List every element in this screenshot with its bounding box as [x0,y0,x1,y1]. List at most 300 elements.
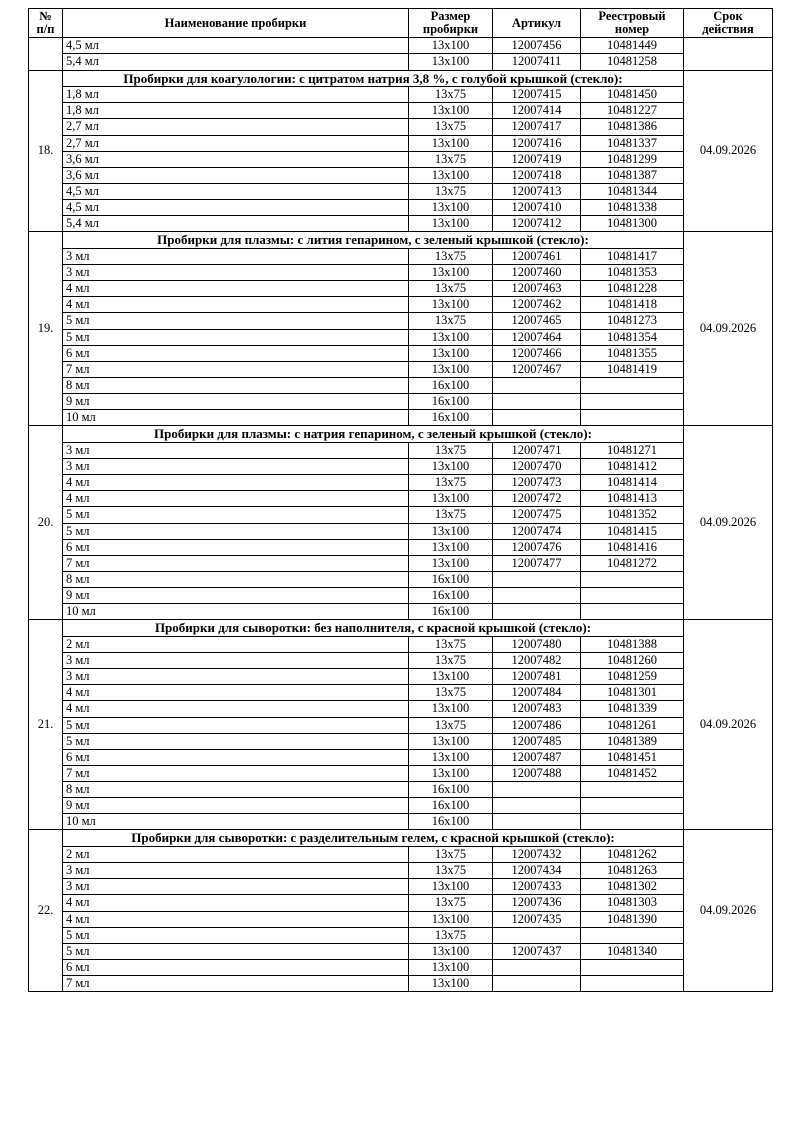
cell-article [493,976,581,992]
cell-article: 12007432 [493,847,581,863]
cell-registry-number: 10481449 [581,38,684,54]
cell-tube-size: 13x100 [409,265,493,281]
cell-tube-size: 13x75 [409,281,493,297]
cell-tube-name: 3 мл [63,459,409,475]
cell-tube-size: 13x100 [409,216,493,232]
table-row [29,38,773,54]
cell-article [493,604,581,620]
section-number: 20. [29,426,63,620]
cell-article: 12007460 [493,265,581,281]
cell-article: 12007412 [493,216,581,232]
cell-registry-number: 10481258 [581,54,684,70]
cell-article: 12007484 [493,685,581,701]
cell-article [493,410,581,426]
cell-article [493,394,581,410]
cell-tube-size: 13x100 [409,976,493,992]
cell-article: 12007435 [493,911,581,927]
cell-registry-number: 10481413 [581,491,684,507]
cell-article: 12007416 [493,135,581,151]
cell-tube-size: 13x100 [409,749,493,765]
cell-article: 12007411 [493,54,581,70]
section-title: Пробирки для сыворотки: с разделительным гелем, с красной крышкой (стекло): [63,830,684,847]
table-section-header-row [29,426,773,443]
table-row [29,765,773,781]
cell-tube-name: 3 мл [63,863,409,879]
cell-registry-number: 10481340 [581,943,684,959]
cell-article: 12007461 [493,248,581,264]
cell-article [493,814,581,830]
cell-registry-number: 10481262 [581,847,684,863]
column-header-name: Наименование пробирки [63,9,409,38]
table-row [29,313,773,329]
cell-tube-size: 13x75 [409,119,493,135]
cell-article [493,798,581,814]
table-row [29,329,773,345]
table-section-header-row [29,232,773,249]
cell-registry-number: 10481260 [581,653,684,669]
cell-registry-number: 10481352 [581,507,684,523]
table-row [29,863,773,879]
cell-tube-size: 16x100 [409,410,493,426]
cell-article: 12007434 [493,863,581,879]
cell-registry-number: 10481417 [581,248,684,264]
table-section-header-row [29,620,773,637]
cell-registry-number [581,798,684,814]
cell-tube-name: 9 мл [63,588,409,604]
cell-tube-size: 13x75 [409,183,493,199]
cell-registry-number: 10481273 [581,313,684,329]
cell-tube-name: 3 мл [63,879,409,895]
cell-tube-name: 7 мл [63,976,409,992]
cell-article: 12007462 [493,297,581,313]
cell-tube-name: 6 мл [63,345,409,361]
cell-tube-name: 9 мл [63,798,409,814]
cell-tube-name: 5 мл [63,733,409,749]
cell-registry-number: 10481272 [581,555,684,571]
table-row [29,459,773,475]
cell-article: 12007481 [493,669,581,685]
cell-tube-name: 2 мл [63,847,409,863]
table-row [29,297,773,313]
cell-tube-size: 13x75 [409,847,493,863]
section-term: 04.09.2026 [684,426,773,620]
cell-tube-name: 8 мл [63,571,409,587]
column-header-registry-line2: номер [614,22,650,37]
table-row [29,361,773,377]
cell-tube-size: 13x100 [409,765,493,781]
cell-tube-size: 13x75 [409,475,493,491]
cell-article: 12007476 [493,539,581,555]
cell-registry-number: 10481227 [581,103,684,119]
cell-tube-size: 16x100 [409,798,493,814]
cell-tube-size: 13x75 [409,151,493,167]
column-header-article: Артикул [493,9,581,38]
cell-tube-name: 5 мл [63,329,409,345]
cell-tube-size: 13x100 [409,539,493,555]
cell-registry-number: 10481386 [581,119,684,135]
cell-article [493,959,581,975]
cell-registry-number: 10481271 [581,442,684,458]
section-term: 04.09.2026 [684,232,773,426]
table-row [29,54,773,70]
cell-tube-name: 3 мл [63,669,409,685]
cell-article [493,782,581,798]
cell-tube-name: 4 мл [63,895,409,911]
table-row [29,135,773,151]
table-row [29,879,773,895]
section-number: 22. [29,830,63,992]
table-row [29,927,773,943]
cell-tube-name: 9 мл [63,394,409,410]
cell-tube-name: 3 мл [63,442,409,458]
cell-tube-name: 5,4 мл [63,216,409,232]
table-row [29,523,773,539]
section-number: 21. [29,620,63,830]
cell-registry-number: 10481299 [581,151,684,167]
table-row [29,782,773,798]
cell-tube-size: 16x100 [409,604,493,620]
cell-tube-name: 5 мл [63,717,409,733]
cell-tube-name: 10 мл [63,410,409,426]
cell-tube-size: 13x75 [409,685,493,701]
section-number: 18. [29,70,63,232]
table-section-header-row [29,70,773,87]
cell-article: 12007474 [493,523,581,539]
table-header [29,9,773,38]
cell-registry-number: 10481389 [581,733,684,749]
cell-registry-number: 10481353 [581,265,684,281]
cell-registry-number: 10481228 [581,281,684,297]
table-row [29,475,773,491]
table-row [29,377,773,393]
cell-tube-size: 13x75 [409,87,493,103]
cell-article: 12007480 [493,636,581,652]
table-row [29,653,773,669]
cell-tube-size: 13x100 [409,959,493,975]
cell-registry-number: 10481354 [581,329,684,345]
cell-tube-size: 13x100 [409,361,493,377]
cell-tube-size: 13x75 [409,895,493,911]
table-body [29,38,773,992]
cell-tube-size: 13x100 [409,54,493,70]
section-term: 04.09.2026 [684,70,773,232]
cell-tube-size: 13x75 [409,248,493,264]
table-section-header-row [29,830,773,847]
table-row [29,604,773,620]
table-row [29,895,773,911]
cell-registry-number: 10481301 [581,685,684,701]
cell-registry-number [581,571,684,587]
cell-tube-size: 13x100 [409,345,493,361]
table-row [29,394,773,410]
table-row [29,281,773,297]
table-row [29,847,773,863]
cell-registry-number: 10481303 [581,895,684,911]
cell-tube-name: 2,7 мл [63,135,409,151]
cell-tube-size: 13x100 [409,329,493,345]
cell-tube-name: 4 мл [63,685,409,701]
cell-article: 12007463 [493,281,581,297]
cell-tube-size: 13x100 [409,669,493,685]
cell-tube-name: 5 мл [63,943,409,959]
cell-article: 12007465 [493,313,581,329]
cell-tube-size: 16x100 [409,571,493,587]
cell-tube-name: 6 мл [63,749,409,765]
cell-article: 12007477 [493,555,581,571]
cell-tube-size: 13x100 [409,135,493,151]
cell-registry-number [581,394,684,410]
cell-registry-number: 10481388 [581,636,684,652]
section-title: Пробирки для плазмы: с лития гепарином, с зеленый крышкой (стекло): [63,232,684,249]
cell-registry-number: 10481412 [581,459,684,475]
cell-registry-number [581,927,684,943]
column-header-registry [581,9,684,38]
cell-article: 12007485 [493,733,581,749]
table-row [29,685,773,701]
cell-tube-name: 3 мл [63,265,409,281]
cell-article: 12007414 [493,103,581,119]
section-number: 19. [29,232,63,426]
cell-article: 12007433 [493,879,581,895]
cell-tube-name: 4 мл [63,297,409,313]
cell-registry-number: 10481337 [581,135,684,151]
cell-registry-number [581,814,684,830]
cell-article: 12007415 [493,87,581,103]
cell-registry-number: 10481451 [581,749,684,765]
cell-tube-size: 16x100 [409,588,493,604]
cell-article: 12007473 [493,475,581,491]
cell-registry-number: 10481416 [581,539,684,555]
cell-tube-size: 13x75 [409,717,493,733]
cell-tube-name: 2,7 мл [63,119,409,135]
column-header-term-line2: действия [702,22,754,37]
cell-registry-number: 10481414 [581,475,684,491]
cell-registry-number: 10481300 [581,216,684,232]
cell-article: 12007418 [493,167,581,183]
cell-article: 12007467 [493,361,581,377]
section-number [29,38,63,70]
cell-article: 12007413 [493,183,581,199]
table-row [29,588,773,604]
cell-tube-size: 13x100 [409,879,493,895]
cell-tube-size: 16x100 [409,394,493,410]
cell-tube-size: 16x100 [409,377,493,393]
table-row [29,183,773,199]
column-header-number-line1: № [39,9,52,23]
table-row [29,539,773,555]
column-header-number [29,9,63,38]
cell-tube-size: 13x100 [409,200,493,216]
cell-tube-name: 1,8 мл [63,87,409,103]
table-row [29,555,773,571]
section-term [684,38,773,70]
cell-tube-name: 2 мл [63,636,409,652]
table-header-row [29,9,773,38]
table-row [29,216,773,232]
cell-registry-number: 10481344 [581,183,684,199]
cell-registry-number: 10481418 [581,297,684,313]
table-row [29,959,773,975]
cell-article: 12007471 [493,442,581,458]
cell-tube-size: 13x100 [409,167,493,183]
cell-article: 12007483 [493,701,581,717]
cell-registry-number [581,588,684,604]
cell-article: 12007487 [493,749,581,765]
cell-registry-number: 10481338 [581,200,684,216]
cell-registry-number: 10481390 [581,911,684,927]
column-header-size-line1: Размер [430,9,471,23]
cell-article: 12007437 [493,943,581,959]
cell-tube-size: 13x100 [409,459,493,475]
cell-tube-name: 4,5 мл [63,200,409,216]
section-term: 04.09.2026 [684,620,773,830]
cell-tube-name: 4,5 мл [63,183,409,199]
cell-article: 12007464 [493,329,581,345]
cell-tube-name: 10 мл [63,604,409,620]
cell-article: 12007419 [493,151,581,167]
cell-article [493,571,581,587]
table-row [29,87,773,103]
cell-registry-number: 10481263 [581,863,684,879]
cell-tube-size: 13x75 [409,636,493,652]
cell-tube-name: 6 мл [63,539,409,555]
column-header-registry-line1: Реестровый [598,9,666,23]
cell-registry-number [581,410,684,426]
cell-tube-size: 13x75 [409,313,493,329]
cell-tube-name: 3 мл [63,653,409,669]
table-row [29,976,773,992]
cell-tube-size: 13x100 [409,555,493,571]
cell-tube-name: 5 мл [63,523,409,539]
cell-tube-name: 3 мл [63,248,409,264]
table-row [29,103,773,119]
cell-tube-name: 4,5 мл [63,38,409,54]
cell-tube-size: 13x100 [409,701,493,717]
cell-tube-name: 5 мл [63,507,409,523]
cell-article: 12007436 [493,895,581,911]
cell-registry-number: 10481339 [581,701,684,717]
cell-tube-name: 4 мл [63,701,409,717]
cell-tube-size: 13x100 [409,491,493,507]
table-row [29,636,773,652]
table-row [29,265,773,281]
cell-registry-number: 10481259 [581,669,684,685]
table-row [29,701,773,717]
cell-article: 12007486 [493,717,581,733]
cell-registry-number: 10481452 [581,765,684,781]
cell-registry-number [581,377,684,393]
cell-registry-number [581,604,684,620]
cell-tube-size: 13x100 [409,523,493,539]
table-row [29,571,773,587]
table-row [29,167,773,183]
table-row [29,798,773,814]
cell-article: 12007456 [493,38,581,54]
cell-tube-size: 13x100 [409,733,493,749]
table-row [29,669,773,685]
table-row [29,911,773,927]
cell-tube-name: 8 мл [63,377,409,393]
table-row [29,507,773,523]
column-header-term-line1: Срок [713,9,743,23]
cell-tube-size: 13x75 [409,863,493,879]
column-header-term [684,9,773,38]
cell-registry-number: 10481302 [581,879,684,895]
cell-registry-number: 10481415 [581,523,684,539]
cell-tube-name: 4 мл [63,491,409,507]
section-title: Пробирки для сыворотки: без наполнителя, с красной крышкой (стекло): [63,620,684,637]
column-header-size-line2: пробирки [422,22,479,37]
cell-tube-name: 7 мл [63,361,409,377]
cell-tube-name: 10 мл [63,814,409,830]
section-title: Пробирки для плазмы: с натрия гепарином, с зеленый крышкой (стекло): [63,426,684,443]
cell-tube-size: 16x100 [409,782,493,798]
cell-tube-name: 7 мл [63,765,409,781]
cell-tube-size: 13x100 [409,297,493,313]
cell-article: 12007488 [493,765,581,781]
cell-article: 12007410 [493,200,581,216]
cell-registry-number [581,782,684,798]
table-row [29,943,773,959]
table-row [29,248,773,264]
cell-article: 12007472 [493,491,581,507]
cell-tube-name: 7 мл [63,555,409,571]
table-row [29,491,773,507]
cell-tube-size: 13x100 [409,103,493,119]
table-row [29,814,773,830]
cell-registry-number: 10481419 [581,361,684,377]
cell-tube-name: 5,4 мл [63,54,409,70]
cell-tube-name: 3,6 мл [63,167,409,183]
table-row [29,717,773,733]
cell-tube-size: 13x100 [409,38,493,54]
cell-tube-name: 8 мл [63,782,409,798]
cell-registry-number: 10481450 [581,87,684,103]
cell-registry-number: 10481387 [581,167,684,183]
cell-tube-name: 6 мл [63,959,409,975]
cell-tube-size: 13x100 [409,943,493,959]
cell-article [493,588,581,604]
table-row [29,733,773,749]
cell-registry-number: 10481355 [581,345,684,361]
cell-article [493,927,581,943]
section-term: 04.09.2026 [684,830,773,992]
cell-tube-name: 5 мл [63,927,409,943]
cell-article [493,377,581,393]
table-row [29,200,773,216]
table-row [29,410,773,426]
column-header-size [409,9,493,38]
cell-tube-size: 13x75 [409,442,493,458]
cell-registry-number: 10481261 [581,717,684,733]
cell-tube-name: 4 мл [63,281,409,297]
table-row [29,345,773,361]
cell-tube-name: 4 мл [63,911,409,927]
table-row [29,119,773,135]
cell-tube-size: 13x100 [409,911,493,927]
cell-tube-size: 13x75 [409,927,493,943]
cell-tube-name: 3,6 мл [63,151,409,167]
cell-tube-name: 1,8 мл [63,103,409,119]
table-row [29,442,773,458]
section-title: Пробирки для коагулологии: с цитратом натрия 3,8 %, с голубой крышкой (стекло): [63,70,684,87]
table-row [29,151,773,167]
cell-article: 12007475 [493,507,581,523]
cell-tube-size: 16x100 [409,814,493,830]
cell-article: 12007417 [493,119,581,135]
cell-tube-name: 5 мл [63,313,409,329]
cell-tube-size: 13x75 [409,507,493,523]
